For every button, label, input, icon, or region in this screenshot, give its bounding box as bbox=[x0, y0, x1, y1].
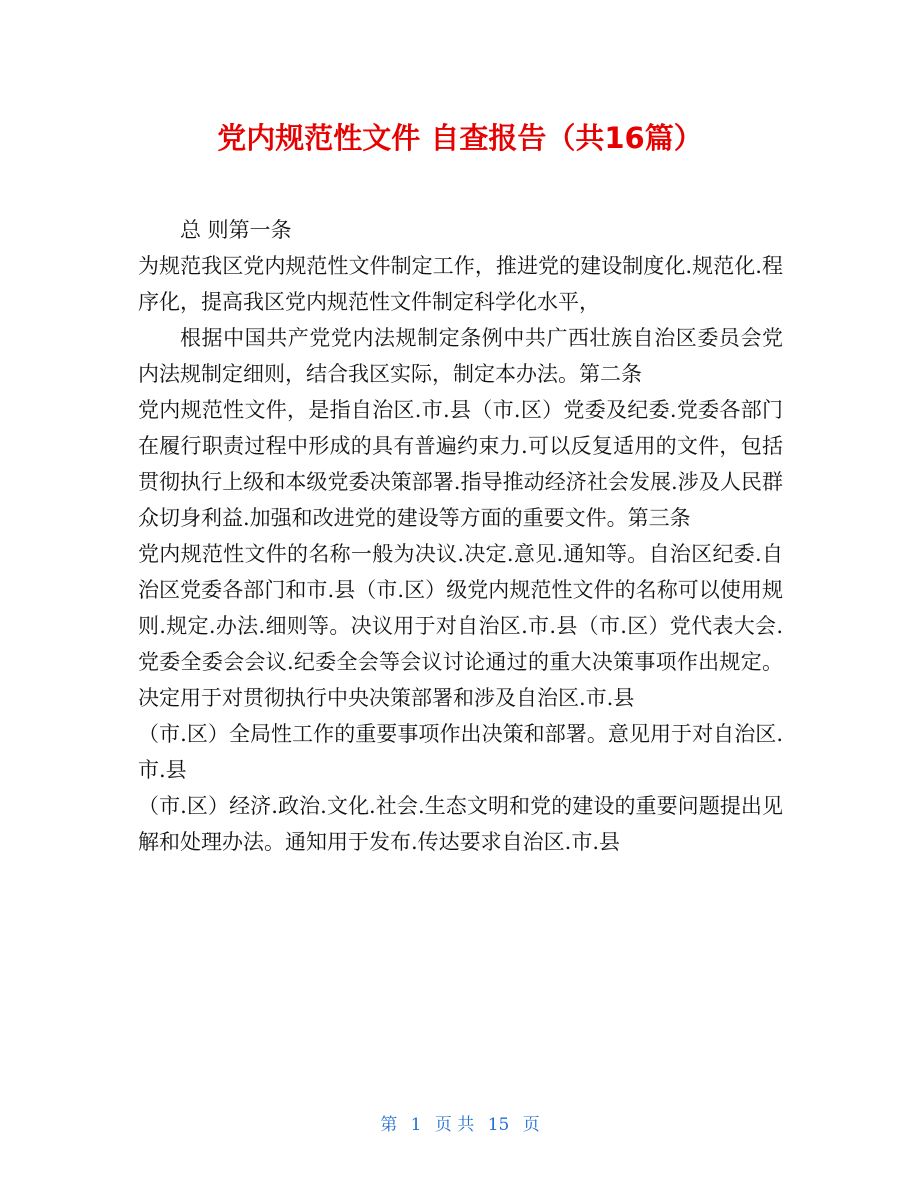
document-body bbox=[138, 212, 783, 860]
footer-total-pages: 15 bbox=[487, 1115, 510, 1135]
paragraph-7: （市.区）经济.政治.文化.社会.生态文明和党的建设的重要问题提出见解和处理办法。通知用于发布.传达要求自治区.市.县 bbox=[138, 794, 783, 854]
footer-suffix: 页 bbox=[522, 1115, 540, 1135]
paragraph-1: 总 则第一条 bbox=[180, 218, 292, 242]
footer-page-number: 1 bbox=[410, 1115, 422, 1135]
paragraph-6: （市.区）全局性工作的重要事项作出决策和部署。意见用于对自治区.市.县 bbox=[138, 722, 783, 782]
paragraph-5: 党内规范性文件的名称一般为决议.决定.意见.通知等。自治区纪委.自治区党委各部门和市.县（市.区）级党内规范性文件的名称可以使用规则.规定.办法.细则等。决议用于对自治区.市.县（市.区）党代表大会.党委全委会会议.纪委全会等会议讨论通过的重大决策事项作出规定。决定用于对贯彻执行中央决策部署和涉及自治区.市.县 bbox=[138, 542, 783, 710]
document-title: 党内规范性文件 自查报告（共16篇） bbox=[217, 121, 703, 155]
paragraph-4: 党内规范性文件，是指自治区.市.县（市.区）党委及纪委.党委各部门在履行职责过程中形成的具有普遍约束力.可以反复适用的文件，包括贯彻执行上级和本级党委决策部署.指导推动经济社会发展.涉及人民群众切身利益.加强和改进党的建设等方面的重要文件。第三条 bbox=[138, 398, 783, 530]
paragraph-3: 根据中国共产党党内法规制定条例中共广西壮族自治区委员会党内法规制定细则，结合我区实际，制定本办法。第二条 bbox=[138, 326, 783, 386]
footer-prefix: 第 bbox=[380, 1115, 398, 1135]
footer-middle: 页 共 bbox=[434, 1115, 475, 1135]
page-footer bbox=[0, 1113, 920, 1137]
paragraph-2: 为规范我区党内规范性文件制定工作，推进党的建设制度化.规范化.程序化，提高我区党内规范性文件制定科学化水平， bbox=[138, 254, 783, 314]
